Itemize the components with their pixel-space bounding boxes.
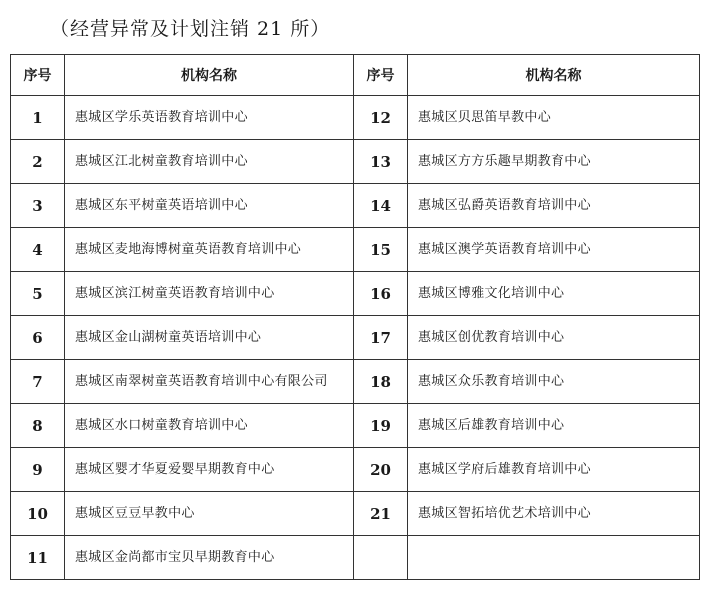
row-number: 9	[11, 448, 65, 492]
institution-name: 惠城区麦地海博树童英语教育培训中心	[65, 228, 354, 272]
row-number: 5	[11, 272, 65, 316]
institution-name: 惠城区智拓培优艺术培训中心	[408, 492, 700, 536]
institution-name: 惠城区创优教育培训中心	[408, 316, 700, 360]
row-number: 21	[354, 492, 408, 536]
institution-table	[10, 54, 700, 580]
row-number: 17	[354, 316, 408, 360]
row-number: 10	[11, 492, 65, 536]
institution-name: 惠城区东平树童英语培训中心	[65, 184, 354, 228]
institution-name: 惠城区婴才华夏爱婴早期教育中心	[65, 448, 354, 492]
institution-name: 惠城区方方乐趣早期教育中心	[408, 140, 700, 184]
table-header-row	[11, 55, 700, 96]
institution-name: 惠城区学乐英语教育培训中心	[65, 96, 354, 140]
row-number: 16	[354, 272, 408, 316]
header-name-right: 机构名称	[408, 55, 700, 96]
institution-name: 惠城区博雅文化培训中心	[408, 272, 700, 316]
table-row	[11, 228, 700, 272]
header-name-left: 机构名称	[65, 55, 354, 96]
institution-name: 惠城区南翠树童英语教育培训中心有限公司	[65, 360, 354, 404]
table-row	[11, 448, 700, 492]
table-row	[11, 360, 700, 404]
institution-name: 惠城区弘爵英语教育培训中心	[408, 184, 700, 228]
row-number: 7	[11, 360, 65, 404]
institution-name: 惠城区水口树童教育培训中心	[65, 404, 354, 448]
row-number: 20	[354, 448, 408, 492]
institution-name: 惠城区澳学英语教育培训中心	[408, 228, 700, 272]
row-number	[354, 536, 408, 580]
row-number: 3	[11, 184, 65, 228]
institution-name: 惠城区学府后雄教育培训中心	[408, 448, 700, 492]
institution-name: 惠城区众乐教育培训中心	[408, 360, 700, 404]
table-row	[11, 96, 700, 140]
row-number: 4	[11, 228, 65, 272]
table-row	[11, 404, 700, 448]
row-number: 11	[11, 536, 65, 580]
row-number: 8	[11, 404, 65, 448]
row-number: 14	[354, 184, 408, 228]
institution-name: 惠城区江北树童教育培训中心	[65, 140, 354, 184]
table-row	[11, 184, 700, 228]
row-number: 18	[354, 360, 408, 404]
institution-name: 惠城区豆豆早教中心	[65, 492, 354, 536]
table-row	[11, 492, 700, 536]
institution-name: 惠城区金尚都市宝贝早期教育中心	[65, 536, 354, 580]
institution-name: 惠城区贝思笛早教中心	[408, 96, 700, 140]
row-number: 6	[11, 316, 65, 360]
document-title: （经营异常及计划注销 21 所）	[50, 18, 331, 40]
institution-name: 惠城区金山湖树童英语培训中心	[65, 316, 354, 360]
row-number: 19	[354, 404, 408, 448]
header-seq-left: 序号	[11, 55, 65, 96]
institution-name	[408, 536, 700, 580]
row-number: 1	[11, 96, 65, 140]
header-seq-right: 序号	[354, 55, 408, 96]
row-number: 2	[11, 140, 65, 184]
table-row	[11, 536, 700, 580]
row-number: 12	[354, 96, 408, 140]
table-row	[11, 140, 700, 184]
institution-name: 惠城区后雄教育培训中心	[408, 404, 700, 448]
row-number: 15	[354, 228, 408, 272]
row-number: 13	[354, 140, 408, 184]
institution-name: 惠城区滨江树童英语教育培训中心	[65, 272, 354, 316]
table-row	[11, 316, 700, 360]
table-row	[11, 272, 700, 316]
